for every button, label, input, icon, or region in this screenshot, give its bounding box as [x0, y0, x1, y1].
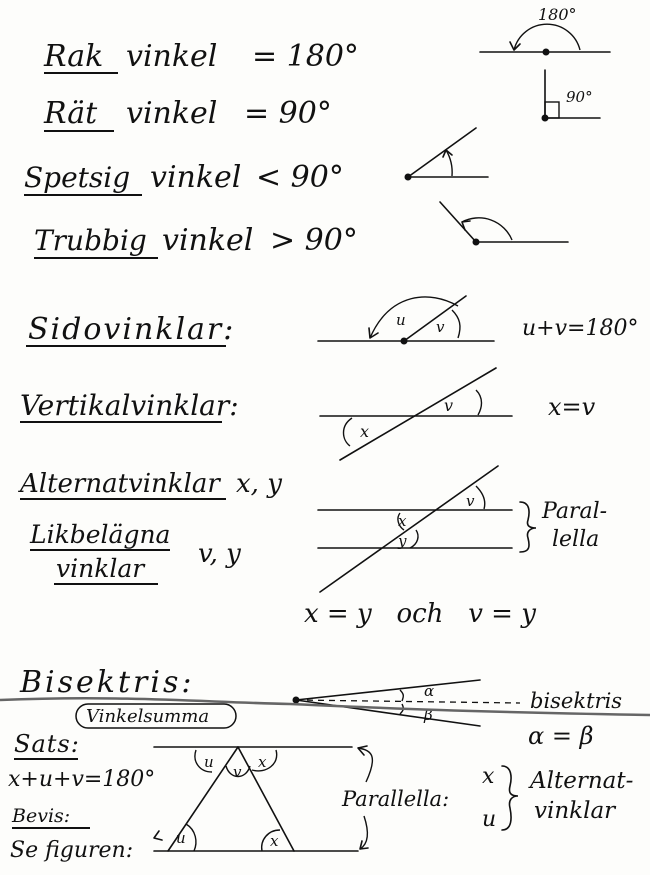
likbelagna-title-1: Likbelägna — [30, 520, 171, 549]
pair-x: x — [482, 764, 495, 789]
rat-vinkel: vinkel — [126, 96, 218, 131]
sats-label: Sats: — [14, 730, 80, 758]
parallel-lines-figure — [318, 466, 536, 592]
alternatvinklar-title: Alternatvinklar — [20, 469, 220, 499]
rak-relation: = 180° — [252, 39, 359, 74]
alternat-label-1: Alternat- — [530, 768, 634, 794]
parallella-label-2: lella — [552, 527, 600, 552]
triangle-top-u: u — [204, 753, 214, 771]
trubbig-relation: > 90° — [270, 223, 358, 258]
sidovinklar-rule: u+v=180° — [522, 316, 639, 341]
alternat-label-2: vinklar — [534, 798, 616, 824]
sidovinklar-title: Sidovinklar: — [28, 312, 236, 347]
bevis-label: Bevis: — [12, 805, 71, 827]
rat-relation: = 90° — [244, 96, 332, 131]
triangle-bottom-x: x — [270, 832, 279, 850]
vertikalvinklar-rule: x=v — [548, 393, 596, 421]
bevis-text: Se figuren: — [10, 838, 134, 863]
side-angle-v: v — [436, 318, 445, 336]
straight-angle-label: 180° — [538, 5, 577, 24]
vinkelsumma-title: Vinkelsumma — [86, 706, 210, 727]
parallel-rule: x = y och v = y — [304, 599, 536, 629]
spetsig-relation: < 90° — [256, 160, 344, 195]
alternatvinklar-vars: x, y — [236, 469, 282, 499]
bisektris-title: Bisektris: — [20, 665, 195, 700]
vertical-angle-x: x — [360, 422, 370, 441]
bisector-beta: β — [424, 706, 433, 724]
trubbig-vinkel: vinkel — [162, 223, 254, 258]
parallel-angle-y: y — [398, 532, 407, 550]
parallel-angle-x: x — [398, 512, 407, 530]
likbelagna-title-2: vinklar — [56, 554, 145, 583]
pair-u: u — [482, 807, 497, 832]
acute-angle-figure — [405, 128, 489, 181]
triangle-top-x: x — [258, 753, 267, 771]
straight-angle-figure — [480, 5, 610, 56]
side-angles-figure — [318, 296, 494, 345]
parallella-triangle-label: Parallella: — [342, 787, 450, 811]
bisektris-line-label: bisektris — [530, 689, 623, 713]
obtuse-angle-figure — [440, 202, 568, 246]
rak-vinkel: vinkel — [126, 39, 218, 74]
spetsig-name: Spetsig — [24, 161, 131, 194]
side-angle-u: u — [396, 311, 406, 329]
rak-name: Rak — [44, 39, 104, 74]
triangle-top-v: v — [233, 763, 242, 781]
spetsig-vinkel: vinkel — [150, 160, 242, 195]
vertical-angles-figure — [320, 368, 512, 460]
right-angle-label: 90° — [566, 88, 593, 106]
vertikalvinklar-title: Vertikalvinklar: — [20, 389, 239, 422]
vertical-angle-v: v — [444, 396, 454, 415]
trubbig-name: Trubbig — [34, 224, 147, 257]
likbelagna-vars: v, y — [198, 539, 241, 569]
alternat-brace — [502, 766, 518, 830]
parallel-angle-v: v — [466, 492, 475, 510]
triangle-bottom-u: u — [176, 829, 186, 847]
rat-name: Rät — [44, 96, 98, 131]
bisector-figure — [293, 680, 521, 726]
sats-formula: x+u+v=180° — [8, 767, 156, 792]
triangle-figure — [154, 746, 372, 851]
parallella-label-1: Paral- — [542, 499, 608, 524]
bisector-alpha: α — [424, 682, 435, 700]
bisektris-rule: α = β — [528, 722, 594, 750]
right-angle-figure — [542, 70, 601, 122]
